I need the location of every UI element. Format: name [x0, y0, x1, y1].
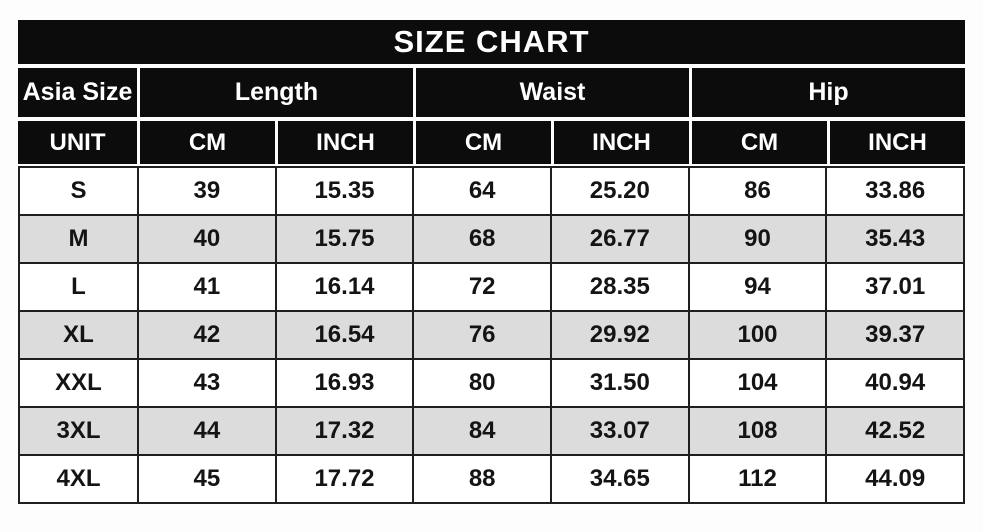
group-header-length: Length — [140, 68, 413, 117]
table-row — [20, 168, 963, 214]
group-header-asia-size: Asia Size — [18, 68, 137, 117]
value-cell: 86 — [690, 168, 826, 214]
value-cell: 37.01 — [827, 264, 963, 310]
table-body — [18, 166, 965, 504]
size-cell: 3XL — [20, 408, 137, 454]
value-cell: 42.52 — [827, 408, 963, 454]
unit-header-length-cm: CM — [140, 121, 275, 164]
value-cell: 43 — [139, 360, 275, 406]
unit-header-hip-inch: INCH — [830, 121, 965, 164]
size-cell: XXL — [20, 360, 137, 406]
value-cell: 108 — [690, 408, 826, 454]
value-cell: 16.14 — [277, 264, 413, 310]
unit-header-unit: UNIT — [18, 121, 137, 164]
unit-header-row — [18, 121, 965, 164]
size-cell: XL — [20, 312, 137, 358]
value-cell: 15.35 — [277, 168, 413, 214]
table-row — [20, 360, 963, 406]
value-cell: 17.32 — [277, 408, 413, 454]
value-cell: 31.50 — [552, 360, 688, 406]
value-cell: 100 — [690, 312, 826, 358]
value-cell: 84 — [414, 408, 550, 454]
value-cell: 44.09 — [827, 456, 963, 502]
value-cell: 64 — [414, 168, 550, 214]
value-cell: 45 — [139, 456, 275, 502]
value-cell: 40.94 — [827, 360, 963, 406]
value-cell: 76 — [414, 312, 550, 358]
value-cell: 94 — [690, 264, 826, 310]
value-cell: 16.93 — [277, 360, 413, 406]
size-cell: S — [20, 168, 137, 214]
value-cell: 88 — [414, 456, 550, 502]
value-cell: 25.20 — [552, 168, 688, 214]
group-header-row — [18, 68, 965, 117]
value-cell: 15.75 — [277, 216, 413, 262]
value-cell: 39 — [139, 168, 275, 214]
value-cell: 44 — [139, 408, 275, 454]
size-chart-table — [18, 20, 965, 504]
size-cell: 4XL — [20, 456, 137, 502]
unit-header-waist-inch: INCH — [554, 121, 689, 164]
unit-header-hip-cm: CM — [692, 121, 827, 164]
size-cell: L — [20, 264, 137, 310]
value-cell: 40 — [139, 216, 275, 262]
value-cell: 17.72 — [277, 456, 413, 502]
value-cell: 29.92 — [552, 312, 688, 358]
group-header-hip: Hip — [692, 68, 965, 117]
value-cell: 33.86 — [827, 168, 963, 214]
value-cell: 26.77 — [552, 216, 688, 262]
value-cell: 72 — [414, 264, 550, 310]
unit-header-length-inch: INCH — [278, 121, 413, 164]
table-row — [20, 456, 963, 502]
table-row — [20, 312, 963, 358]
value-cell: 68 — [414, 216, 550, 262]
table-row — [20, 264, 963, 310]
value-cell: 34.65 — [552, 456, 688, 502]
group-header-waist: Waist — [416, 68, 689, 117]
value-cell: 35.43 — [827, 216, 963, 262]
table-row — [20, 216, 963, 262]
value-cell: 112 — [690, 456, 826, 502]
value-cell: 104 — [690, 360, 826, 406]
value-cell: 80 — [414, 360, 550, 406]
value-cell: 28.35 — [552, 264, 688, 310]
unit-header-waist-cm: CM — [416, 121, 551, 164]
size-cell: M — [20, 216, 137, 262]
value-cell: 90 — [690, 216, 826, 262]
value-cell: 41 — [139, 264, 275, 310]
value-cell: 33.07 — [552, 408, 688, 454]
table-row — [20, 408, 963, 454]
chart-title: SIZE CHART — [18, 20, 965, 64]
value-cell: 16.54 — [277, 312, 413, 358]
value-cell: 39.37 — [827, 312, 963, 358]
value-cell: 42 — [139, 312, 275, 358]
